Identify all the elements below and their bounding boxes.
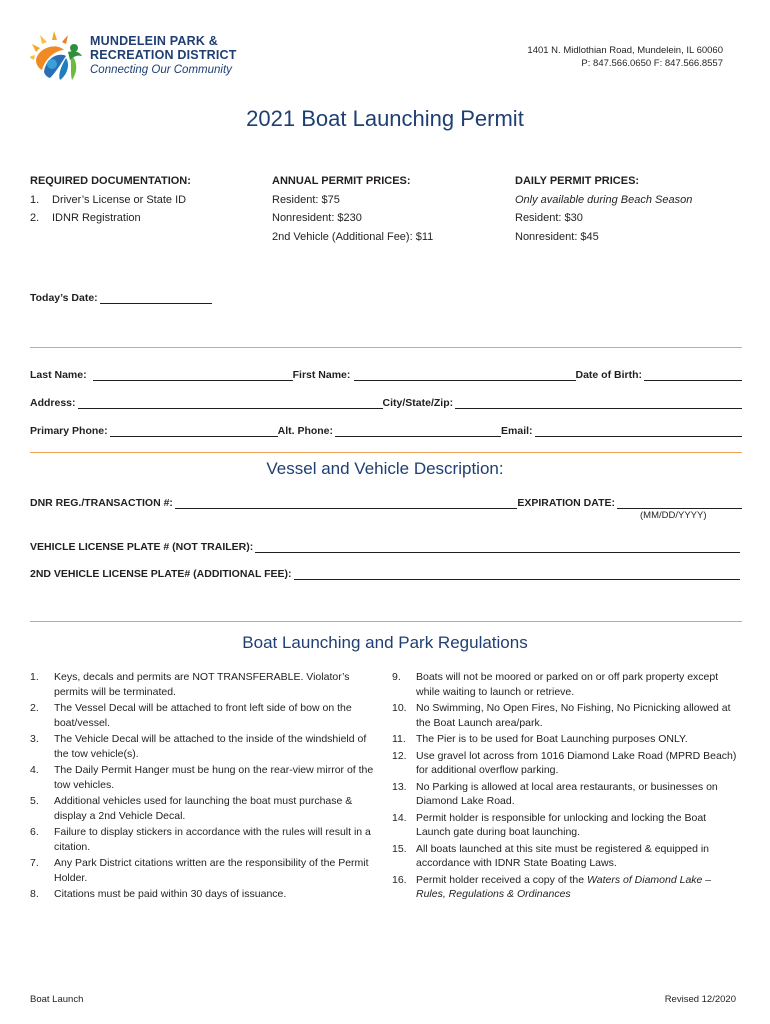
- annual-price-nonresident: Nonresident: $230: [272, 212, 362, 224]
- dnr-reg-field[interactable]: [175, 498, 517, 509]
- vehicle-plate-label: VEHICLE LICENSE PLATE # (NOT TRAILER):: [30, 541, 254, 553]
- org-name-line-1: MUNDELEIN PARK &: [90, 34, 218, 48]
- rule-text: Keys, decals and permits are NOT TRANSFERABLE. Violator’s permits will be terminated.: [54, 671, 350, 698]
- date-format-hint: (MM/DD/YYYY): [640, 510, 707, 521]
- required-documentation: [30, 172, 250, 228]
- rule-item: [392, 701, 742, 730]
- item-number: 1.: [30, 193, 40, 206]
- footer-right: Revised 12/2020: [664, 994, 736, 1005]
- last-name-field[interactable]: [93, 370, 293, 381]
- sun-people-logo-icon: [30, 30, 84, 84]
- last-name-label: Last Name:: [30, 369, 87, 381]
- rule-number: 10.: [392, 702, 407, 714]
- rule-number: 1.: [30, 671, 39, 683]
- primary-phone-field[interactable]: [110, 426, 278, 437]
- rule-text: Permit holder is responsible for unlocking and locking the Boat Launch gate during boat launching.: [416, 811, 707, 838]
- rule-number: 15.: [392, 842, 407, 855]
- rule-text: The Vessel Decal will be attached to front left side of bow on the boat/vessel.: [54, 702, 352, 729]
- footer-left: Boat Launch: [30, 994, 84, 1005]
- annual-price-resident: Resident: $75: [272, 193, 340, 206]
- rule-item: [392, 732, 742, 747]
- district-logo: [30, 30, 250, 86]
- rule-text: All boats launched at this site must be registered & equipped in accordance with IDNR State Boating Laws.: [416, 842, 710, 869]
- daily-permit-prices: [515, 172, 735, 246]
- rule-item: [30, 701, 378, 730]
- vehicle-plate-2-label: 2ND VEHICLE LICENSE PLATE# (ADDITIONAL FEE):: [30, 568, 292, 580]
- rule-text: Boats will not be moored or parked on or off park property except while waiting to launch or retrieve.: [416, 671, 719, 698]
- vehicle-plate-2-field[interactable]: [294, 569, 740, 580]
- rule-text: No Parking is allowed at local area restaurants, or businesses on Diamond Lake Road.: [416, 780, 718, 807]
- item-number: 2.: [30, 212, 40, 224]
- vehicle-plate-row: [30, 541, 740, 553]
- rule-item: [30, 670, 378, 699]
- regulations-title: Boat Launching and Park Regulations: [242, 633, 528, 652]
- org-name-line-2: RECREATION DISTRICT: [90, 48, 237, 62]
- address-field[interactable]: [78, 398, 383, 409]
- org-tagline: Connecting Our Community: [90, 64, 232, 76]
- address-label: Address:: [30, 397, 76, 409]
- rule-item: [30, 825, 378, 854]
- vehicle-plate-field[interactable]: [255, 542, 740, 553]
- rule-text: Citations must be paid within 30 days of issuance.: [54, 888, 287, 900]
- primary-phone-label: Primary Phone:: [30, 425, 108, 437]
- todays-date-label: Today’s Date:: [30, 292, 98, 304]
- rule-number: 8.: [30, 888, 39, 900]
- rule-item: [392, 780, 742, 809]
- rule-number: 11.: [392, 733, 406, 745]
- rule-number: 9.: [392, 671, 401, 683]
- rule-number: 4.: [30, 764, 39, 776]
- rule-number: 2.: [30, 702, 39, 714]
- rule-item: [392, 670, 742, 699]
- first-name-field[interactable]: [354, 370, 575, 381]
- rules-right-column: [392, 670, 742, 904]
- rule-text: No Swimming, No Open Fires, No Fishing, No Picnicking allowed at the Boat Launch area/park.: [416, 702, 731, 729]
- date-of-birth-label: Date of Birth:: [575, 369, 642, 381]
- rule-text-italic: Waters of Diamond Lake – Rules, Regulations & Ordinances: [416, 873, 712, 900]
- rule-text: Use gravel lot across from 1016 Diamond Lake Road (MPRD Beach) for additional overflow parking.: [416, 749, 737, 776]
- rule-text: Failure to display stickers in accordance with the rules will result in a citation.: [54, 826, 371, 853]
- rule-item: [392, 811, 742, 840]
- required-documentation-heading: REQUIRED DOCUMENTATION:: [30, 175, 191, 187]
- rule-item: [30, 794, 378, 823]
- phone-fax: P: 847.566.0650 F: 847.566.8557: [581, 58, 723, 69]
- first-name-label: First Name:: [292, 369, 351, 381]
- rule-number: 16.: [392, 873, 407, 886]
- todays-date-row: [30, 292, 212, 304]
- date-of-birth-field[interactable]: [644, 370, 742, 381]
- rule-item: [30, 887, 378, 902]
- rule-text: [416, 873, 742, 902]
- daily-price-nonresident: Nonresident: $45: [515, 230, 599, 243]
- org-name: [90, 34, 237, 62]
- address-row: [30, 397, 742, 409]
- rule-number: 14.: [392, 811, 407, 824]
- item-text: Driver’s License or State ID: [52, 193, 187, 206]
- dnr-row: [30, 497, 742, 509]
- rule-text: The Daily Permit Hanger must be hung on the rear-view mirror of the tow vehicles.: [54, 764, 374, 791]
- rule-item: [392, 749, 742, 778]
- rules-left-column: [30, 670, 378, 904]
- annual-price-2nd-vehicle: 2nd Vehicle (Additional Fee): $11: [272, 230, 434, 243]
- todays-date-field[interactable]: [100, 293, 212, 304]
- rule-number: 7.: [30, 857, 39, 869]
- rule-item: [392, 842, 742, 871]
- list-item: [30, 191, 250, 210]
- alt-phone-label: Alt. Phone:: [277, 425, 334, 437]
- rule-text-plain: Permit holder received a copy of the: [416, 873, 588, 886]
- expiration-date-field[interactable]: [617, 498, 742, 509]
- email-field[interactable]: [535, 426, 742, 437]
- annual-prices-heading: ANNUAL PERMIT PRICES:: [272, 175, 411, 187]
- rule-number: 5.: [30, 795, 39, 807]
- rule-text: The Vehicle Decal will be attached to the inside of the windshield of the tow vehicle(s).: [54, 733, 367, 760]
- list-item: [30, 209, 250, 228]
- rule-item: [30, 763, 378, 792]
- alt-phone-field[interactable]: [335, 426, 501, 437]
- vehicle-plate-2-row: [30, 568, 740, 580]
- vessel-section-title: Vessel and Vehicle Description:: [266, 459, 504, 478]
- contact-info: [527, 44, 723, 70]
- phone-row: [30, 425, 742, 437]
- rule-item: [30, 732, 378, 761]
- item-text: IDNR Registration: [52, 212, 141, 224]
- rule-text: Additional vehicles used for launching the boat must purchase & display a 2nd Vehicle Decal.: [54, 795, 353, 822]
- dnr-reg-label: DNR REG./TRANSACTION #:: [30, 497, 173, 509]
- rule-number: 12.: [392, 749, 407, 762]
- rule-number: 13.: [392, 780, 407, 793]
- daily-price-resident: Resident: $30: [515, 212, 583, 224]
- page-title: 2021 Boat Launching Permit: [246, 106, 524, 131]
- section-divider: [30, 452, 742, 453]
- section-divider: [30, 621, 742, 622]
- city-state-zip-field[interactable]: [455, 398, 742, 409]
- rule-text: The Pier is to be used for Boat Launching purposes ONLY.: [416, 733, 688, 745]
- daily-prices-heading: DAILY PERMIT PRICES:: [515, 175, 640, 187]
- email-label: Email:: [501, 425, 533, 437]
- street-address: 1401 N. Midlothian Road, Mundelein, IL 60060: [527, 45, 723, 56]
- rule-item: [392, 873, 742, 902]
- rule-item: [30, 856, 378, 885]
- annual-permit-prices: [272, 172, 492, 246]
- expiration-date-label: EXPIRATION DATE:: [517, 497, 615, 509]
- rule-number: 3.: [30, 733, 39, 745]
- name-row: [30, 369, 742, 381]
- section-divider: [30, 347, 742, 348]
- city-state-zip-label: City/State/Zip:: [382, 397, 454, 409]
- rule-number: 6.: [30, 826, 39, 838]
- daily-prices-note: Only available during Beach Season: [515, 193, 693, 206]
- rule-text: Any Park District citations written are the responsibility of the Permit Holder.: [54, 857, 369, 884]
